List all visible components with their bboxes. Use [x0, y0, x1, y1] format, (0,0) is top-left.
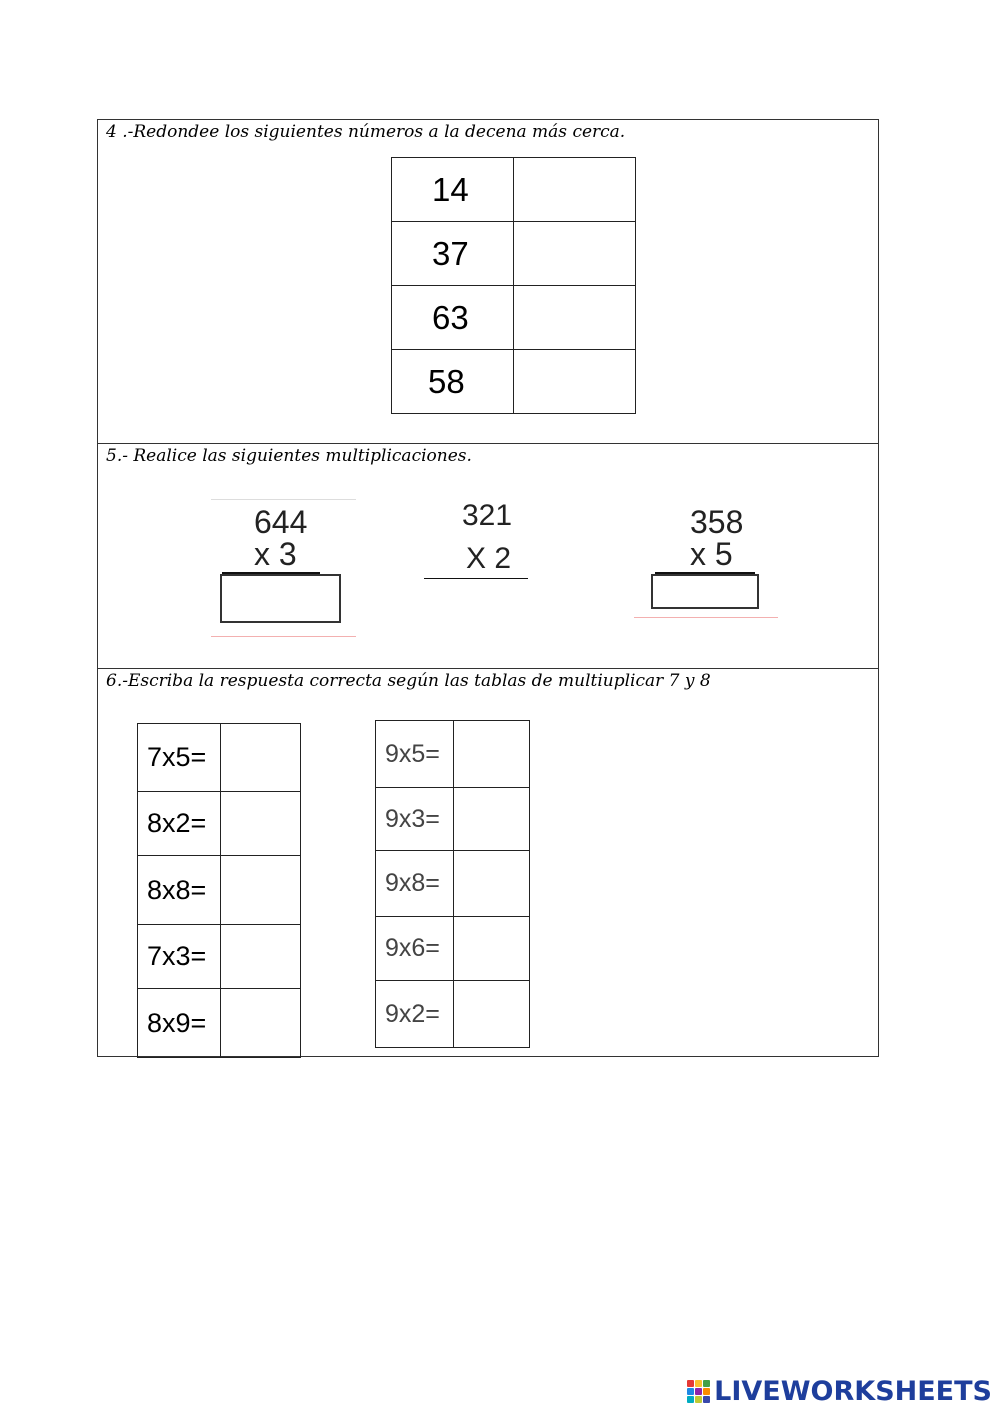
table-answer-field[interactable] [453, 917, 529, 981]
table-row [376, 721, 530, 788]
multiplier-1: x 3 [254, 536, 297, 572]
logo-tile [695, 1388, 702, 1395]
rounding-number: 37 [392, 222, 514, 286]
multiplicand-2: 321 [462, 499, 513, 532]
table-row [392, 350, 636, 414]
logo-tile [687, 1396, 694, 1403]
table-row [376, 981, 530, 1048]
product-line-2[interactable] [424, 578, 528, 579]
logo-tile [703, 1388, 710, 1395]
table-answer-field[interactable] [220, 989, 300, 1058]
multiplication-fact: 9x6= [376, 917, 454, 981]
multiplication-fact: 7x3= [138, 925, 221, 989]
right-multiplication-table [375, 720, 530, 1048]
rounding-number: 63 [392, 286, 514, 350]
table-answer-field[interactable] [220, 792, 300, 856]
multiplication-fact: 8x2= [138, 792, 221, 856]
rounding-section [98, 120, 878, 444]
table-row [138, 989, 301, 1058]
rounding-answer-field[interactable] [514, 222, 636, 286]
table-row [392, 158, 636, 222]
logo-tile [695, 1396, 702, 1403]
logo-text: LIVEWORKSHEETS [714, 1376, 992, 1407]
left-multiplication-table [137, 723, 301, 1058]
table-answer-field[interactable] [453, 981, 529, 1048]
multiplication-fact: 9x2= [376, 981, 454, 1048]
multiplication-fact: 9x5= [376, 721, 454, 788]
worksheet-frame [97, 119, 879, 1057]
product-answer-3[interactable] [651, 574, 759, 609]
table-row [376, 788, 530, 851]
logo-icon [687, 1380, 710, 1403]
table-answer-field[interactable] [220, 925, 300, 989]
multiplier-2: X 2 [466, 542, 512, 575]
rounding-answer-field[interactable] [514, 286, 636, 350]
table-answer-field[interactable] [453, 851, 529, 917]
table-row [138, 925, 301, 989]
multiplier-3: x 5 [690, 536, 733, 572]
multiplication-heading: 5.- Realice las siguientes multiplicaciones. [106, 446, 472, 466]
divider [211, 636, 356, 637]
table-row [376, 851, 530, 917]
rounding-table [391, 157, 636, 414]
multiplication-fact: 9x8= [376, 851, 454, 917]
divider [211, 499, 356, 500]
table-row [138, 792, 301, 856]
tables-heading: 6.-Escriba la respuesta correcta según las tablas de multiuplicar 7 y 8 [106, 671, 711, 691]
rounding-number: 14 [392, 158, 514, 222]
table-row [138, 856, 301, 925]
table-answer-field[interactable] [220, 724, 300, 792]
rounding-number: 58 [392, 350, 514, 414]
logo-tile [703, 1380, 710, 1387]
product-answer-1[interactable] [220, 574, 341, 623]
table-answer-field[interactable] [220, 856, 300, 925]
logo-tile [703, 1396, 710, 1403]
tables-section [98, 669, 878, 1058]
divider [634, 617, 778, 618]
table-row [376, 917, 530, 981]
multiplicand-3: 358 [690, 504, 744, 540]
table-answer-field[interactable] [453, 788, 529, 851]
logo-tile [695, 1380, 702, 1387]
multiplication-fact: 7x5= [138, 724, 221, 792]
multiplication-section [98, 444, 878, 669]
multiplicand-1: 644 [254, 504, 308, 540]
rounding-answer-field[interactable] [514, 158, 636, 222]
logo-tile [687, 1380, 694, 1387]
liveworksheets-logo [687, 1376, 992, 1407]
table-answer-field[interactable] [453, 721, 529, 788]
multiplication-fact: 8x9= [138, 989, 221, 1058]
rounding-answer-field[interactable] [514, 350, 636, 414]
multiplication-fact: 9x3= [376, 788, 454, 851]
logo-tile [687, 1388, 694, 1395]
multiplication-fact: 8x8= [138, 856, 221, 925]
table-row [392, 222, 636, 286]
rounding-heading: 4 .-Redondee los siguientes números a la decena más cerca. [106, 122, 626, 142]
table-row [392, 286, 636, 350]
table-row [138, 724, 301, 792]
